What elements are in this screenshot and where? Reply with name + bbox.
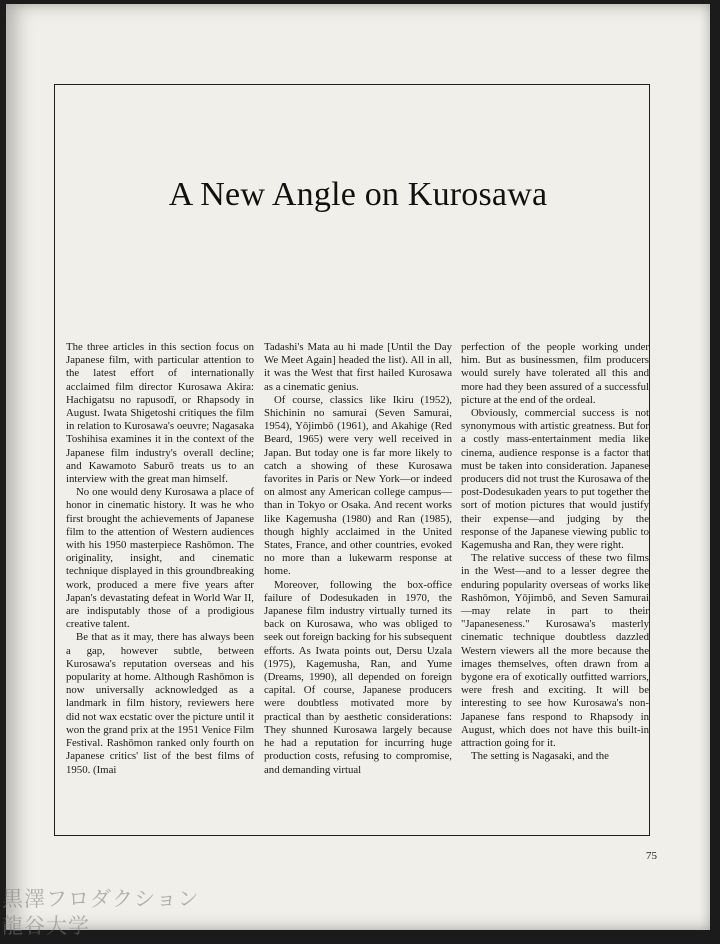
paragraph: The relative success of these two films in the West—and to a lesser degree the enduring popularity overseas of works like Rashōmon, Yōjimbō, and Seven Samurai—may relate in part to their "Japaneseness." Kurosawa's masterly cinematic technique doubtless dazzled Western viewers all the more because the images themselves, often drawn from a bygone era of exotically outfitted warriors, were fresh and exciting. It will be interesting to see how Kurosawa's non-Japanese fans respond to Rhapsody in August, which does not have this built-in attraction going for it. xyxy=(461,552,649,750)
paragraph: Of course, classics like Ikiru (1952), Shichinin no samurai (Seven Samurai, 1954), Yōjimbō (1961), and Akahige (Red Beard, 1965) were very well received in Japan. But today one is far more likely to catch a showing of these Kurosawa favorites in Paris or New York—or indeed on almost any American college campus—than in Tokyo or Osaka. And recent works like Kagemusha (1980) and Ran (1985), though highly acclaimed in the United States, France, and other countries, evoked no more than a lukewarm response at home. xyxy=(264,393,452,578)
book-page xyxy=(6,4,710,930)
paragraph: Be that as it may, there has always been a gap, however subtle, between Kurosawa's reputation overseas and his popularity at home. Although Rashōmon is now universally acknowledged as a landmark in film history, reviewers here did not wax ecstatic over the picture until it won the grand prix at the 1951 Venice Film Festival. Rashōmon ranked only fourth on Japanese critics' list of the best films of 1950. (Imai xyxy=(66,631,254,776)
paragraph: Tadashi's Mata au hi made [Until the Day We Meet Again] headed the list). All in all, it was the West that first hailed Kurosawa as a cinematic genius. xyxy=(264,341,452,393)
paragraph: Moreover, following the box-office failure of Dodesukaden in 1970, the Japanese film industry virtually turned its back on Kurosawa, who was obliged to seek out foreign backing for his subsequent efforts. As Iwata points out, Dersu Uzala (1975), Kagemusha, Ran, and Yume (Dreams, 1990), all depended on foreign capital. Of course, Japanese producers were doubtless motivated more by practical than by aesthetic considerations: They shunned Kurosawa largely because he had a reputation for incurring huge production costs, refusing to compromise, and demanding virtual xyxy=(264,578,452,776)
text-column-2 xyxy=(264,341,452,777)
paragraph: The setting is Nagasaki, and the xyxy=(471,750,609,763)
text-column-1 xyxy=(66,341,254,777)
watermark xyxy=(2,886,200,940)
watermark-line-2: 龍谷大学 xyxy=(2,914,90,938)
paragraph: No one would deny Kurosawa a place of honor in cinematic history. It was he who first brought the achievements of Japanese film to the attention of Western audiences with his 1950 masterpiece Rashōmon. The originality, insight, and cinematic technique displayed in this groundbreaking work, produced a mere five years after Japan's devastating defeat in World War II, are indisputably those of a prodigious creative talent. xyxy=(66,486,254,631)
text-column-3 xyxy=(461,341,649,764)
article-title: A New Angle on Kurosawa xyxy=(168,176,548,213)
paragraph: perfection of the people working under him. But as businessmen, film producers would surely have tolerated all this and more had they been assured of a successful picture at the end of the ordeal. xyxy=(461,341,649,406)
page-number: 75 xyxy=(646,850,657,862)
watermark-line-1: 黒澤フロダクション xyxy=(2,887,200,911)
paragraph: Obviously, commercial success is not synonymous with artistic greatness. But for a costly mass-entertainment media like cinema, audience response is a factor that must be taken into consideration. Japanese producers did not trust the Kurosawa of the post-Dodesukaden years to put together the sort of motion pictures that would justify their expense—and judging by the response of the Japanese viewing public to Kagemusha and Ran, they were right. xyxy=(461,407,649,552)
paragraph: The three articles in this section focus on Japanese film, with particular attention to the latest effort of internationally acclaimed film director Kurosawa Akira: Hachigatsu no rapusodī, or Rhapsody in August. Iwata Shigetoshi critiques the film in relation to Kurosawa's oeuvre; Nagasaka Toshihisa examines it in the context of the Japanese film industry's overall decline; and Kawamoto Saburō treats us to an interview with the great man himself. xyxy=(66,341,254,486)
